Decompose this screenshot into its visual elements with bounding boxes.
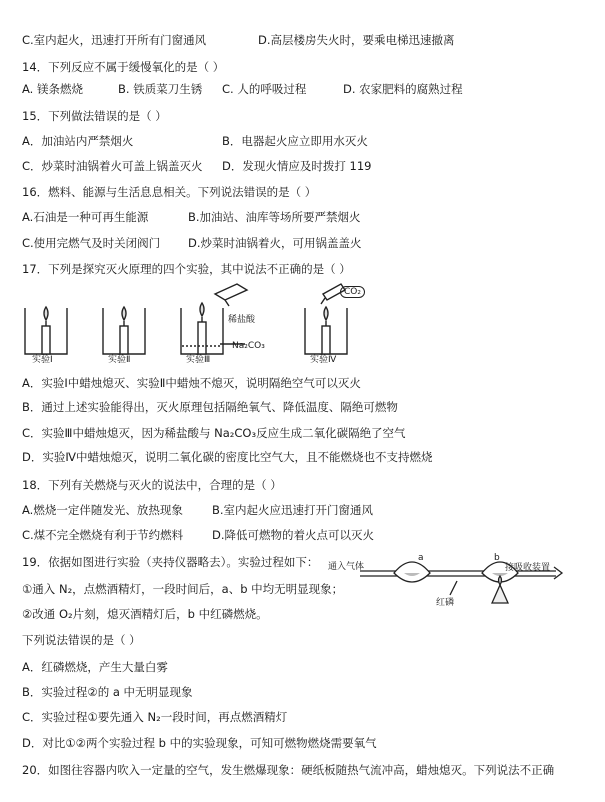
q14-stem: 14．下列反应不属于缓慢氧化的是（ ） [22, 60, 225, 74]
q20-stem: 20．如图往容器内吹入一定量的空气，发生燃爆现象：硬纸板随热气流冲高，蜡烛熄灭。下列说法不正确 [22, 763, 555, 777]
label-red-phosphorus: 红磷 [436, 598, 455, 608]
q13-option-d: D.高层楼房失火时，要乘电梯迅速撤离 [258, 33, 455, 47]
beaker-2-icon [103, 307, 145, 354]
label-gas-inlet: 通入气体 [328, 562, 365, 572]
q19-step-2: ②改通 O₂片刻，熄灭酒精灯后，b 中红磷燃烧。 [22, 607, 268, 621]
q17-option-d: D．实验Ⅳ中蜡烛熄灭，说明二氧化碳的密度比空气大，且不能燃烧也不支持燃烧 [22, 450, 433, 464]
label-exp-3: 实验Ⅲ [186, 355, 211, 365]
label-co2: CO₂ [340, 286, 365, 298]
q15-option-a: A．加油站内严禁烟火 [22, 134, 134, 148]
q18-option-d: D.降低可燃物的着火点可以灭火 [212, 528, 375, 542]
label-exp-1: 实验Ⅰ [32, 355, 53, 365]
q16-option-b: B.加油站、油库等场所要严禁烟火 [188, 210, 361, 224]
q14-option-c: C. 人的呼吸过程 [222, 82, 307, 96]
label-na2co3: Na₂CO₃ [232, 341, 265, 351]
q18-option-b: B.室内起火应迅速打开门窗通风 [212, 503, 374, 517]
label-absorber-outlet: 接吸收装置 [505, 563, 551, 573]
q17-option-a: A．实验Ⅰ中蜡烛熄灭、实验Ⅱ中蜡烛不熄灭，说明隔绝空气可以灭火 [22, 376, 361, 390]
label-tube-b: b [494, 553, 500, 563]
q19-apparatus-figure [342, 545, 590, 620]
q19-step-1: ①通入 N₂，点燃酒精灯，一段时间后，a、b 中均无明显现象； [22, 582, 344, 596]
beaker-1-icon [25, 307, 67, 354]
q16-option-d: D.炒菜时油锅着火，可用锅盖盖火 [188, 236, 362, 250]
q18-option-c: C.煤不完全燃烧有利于节约燃料 [22, 528, 184, 542]
q19-option-b: B．实验过程②的 a 中无明显现象 [22, 685, 193, 699]
q15-option-c: C．炒菜时油锅着火可盖上锅盖灭火 [22, 159, 203, 173]
q15-option-b: B．电器起火应立即用水灭火 [222, 134, 368, 148]
q13-option-c: C.室内起火，迅速打开所有门窗通风 [22, 33, 207, 47]
q16-stem: 16．燃料、能源与生活息息相关。下列说法错误的是（ ） [22, 185, 317, 199]
q14-option-d: D. 农家肥料的腐熟过程 [343, 82, 463, 96]
q19-option-d: D．对比①②两个实验过程 b 中的实验现象，可知可燃物燃烧需要氧气 [22, 736, 377, 750]
q15-option-d: D．发现火情应及时拨打 119 [222, 159, 372, 173]
q16-option-c: C.使用完燃气及时关闭阀门 [22, 236, 161, 250]
q16-option-a: A.石油是一种可再生能源 [22, 210, 149, 224]
q14-option-b: B. 铁质菜刀生锈 [118, 82, 203, 96]
q18-stem: 18．下列有关燃烧与灭火的说法中，合理的是（ ） [22, 478, 282, 492]
label-exp-4: 实验Ⅳ [310, 355, 337, 365]
label-dilute-hcl: 稀盐酸 [228, 315, 256, 325]
q19-stem: 19．依据如图进行实验（夹持仪器略去）。实验过程如下： [22, 555, 319, 569]
q19-option-c: C．实验过程①要先通入 N₂一段时间，再点燃酒精灯 [22, 710, 288, 724]
q17-stem: 17．下列是探究灭火原理的四个实验，其中说法不正确的是（ ） [22, 262, 351, 276]
q18-option-a: A.燃烧一定伴随发光、放热现象 [22, 503, 183, 517]
q19-ask: 下列说法错误的是（ ） [22, 633, 141, 647]
q19-option-a: A．红磷燃烧，产生大量白雾 [22, 660, 168, 674]
label-tube-a: a [418, 553, 424, 563]
q17-option-b: B．通过上述实验能得出，灭火原理包括隔绝氧气、降低温度、隔绝可燃物 [22, 400, 398, 414]
q17-option-c: C．实验Ⅲ中蜡烛熄灭，因为稀盐酸与 Na₂CO₃反应生成二氧化碳隔绝了空气 [22, 426, 406, 440]
q15-stem: 15．下列做法错误的是（ ） [22, 109, 167, 123]
q14-option-a: A. 镁条燃烧 [22, 82, 83, 96]
label-exp-2: 实验Ⅱ [108, 355, 131, 365]
